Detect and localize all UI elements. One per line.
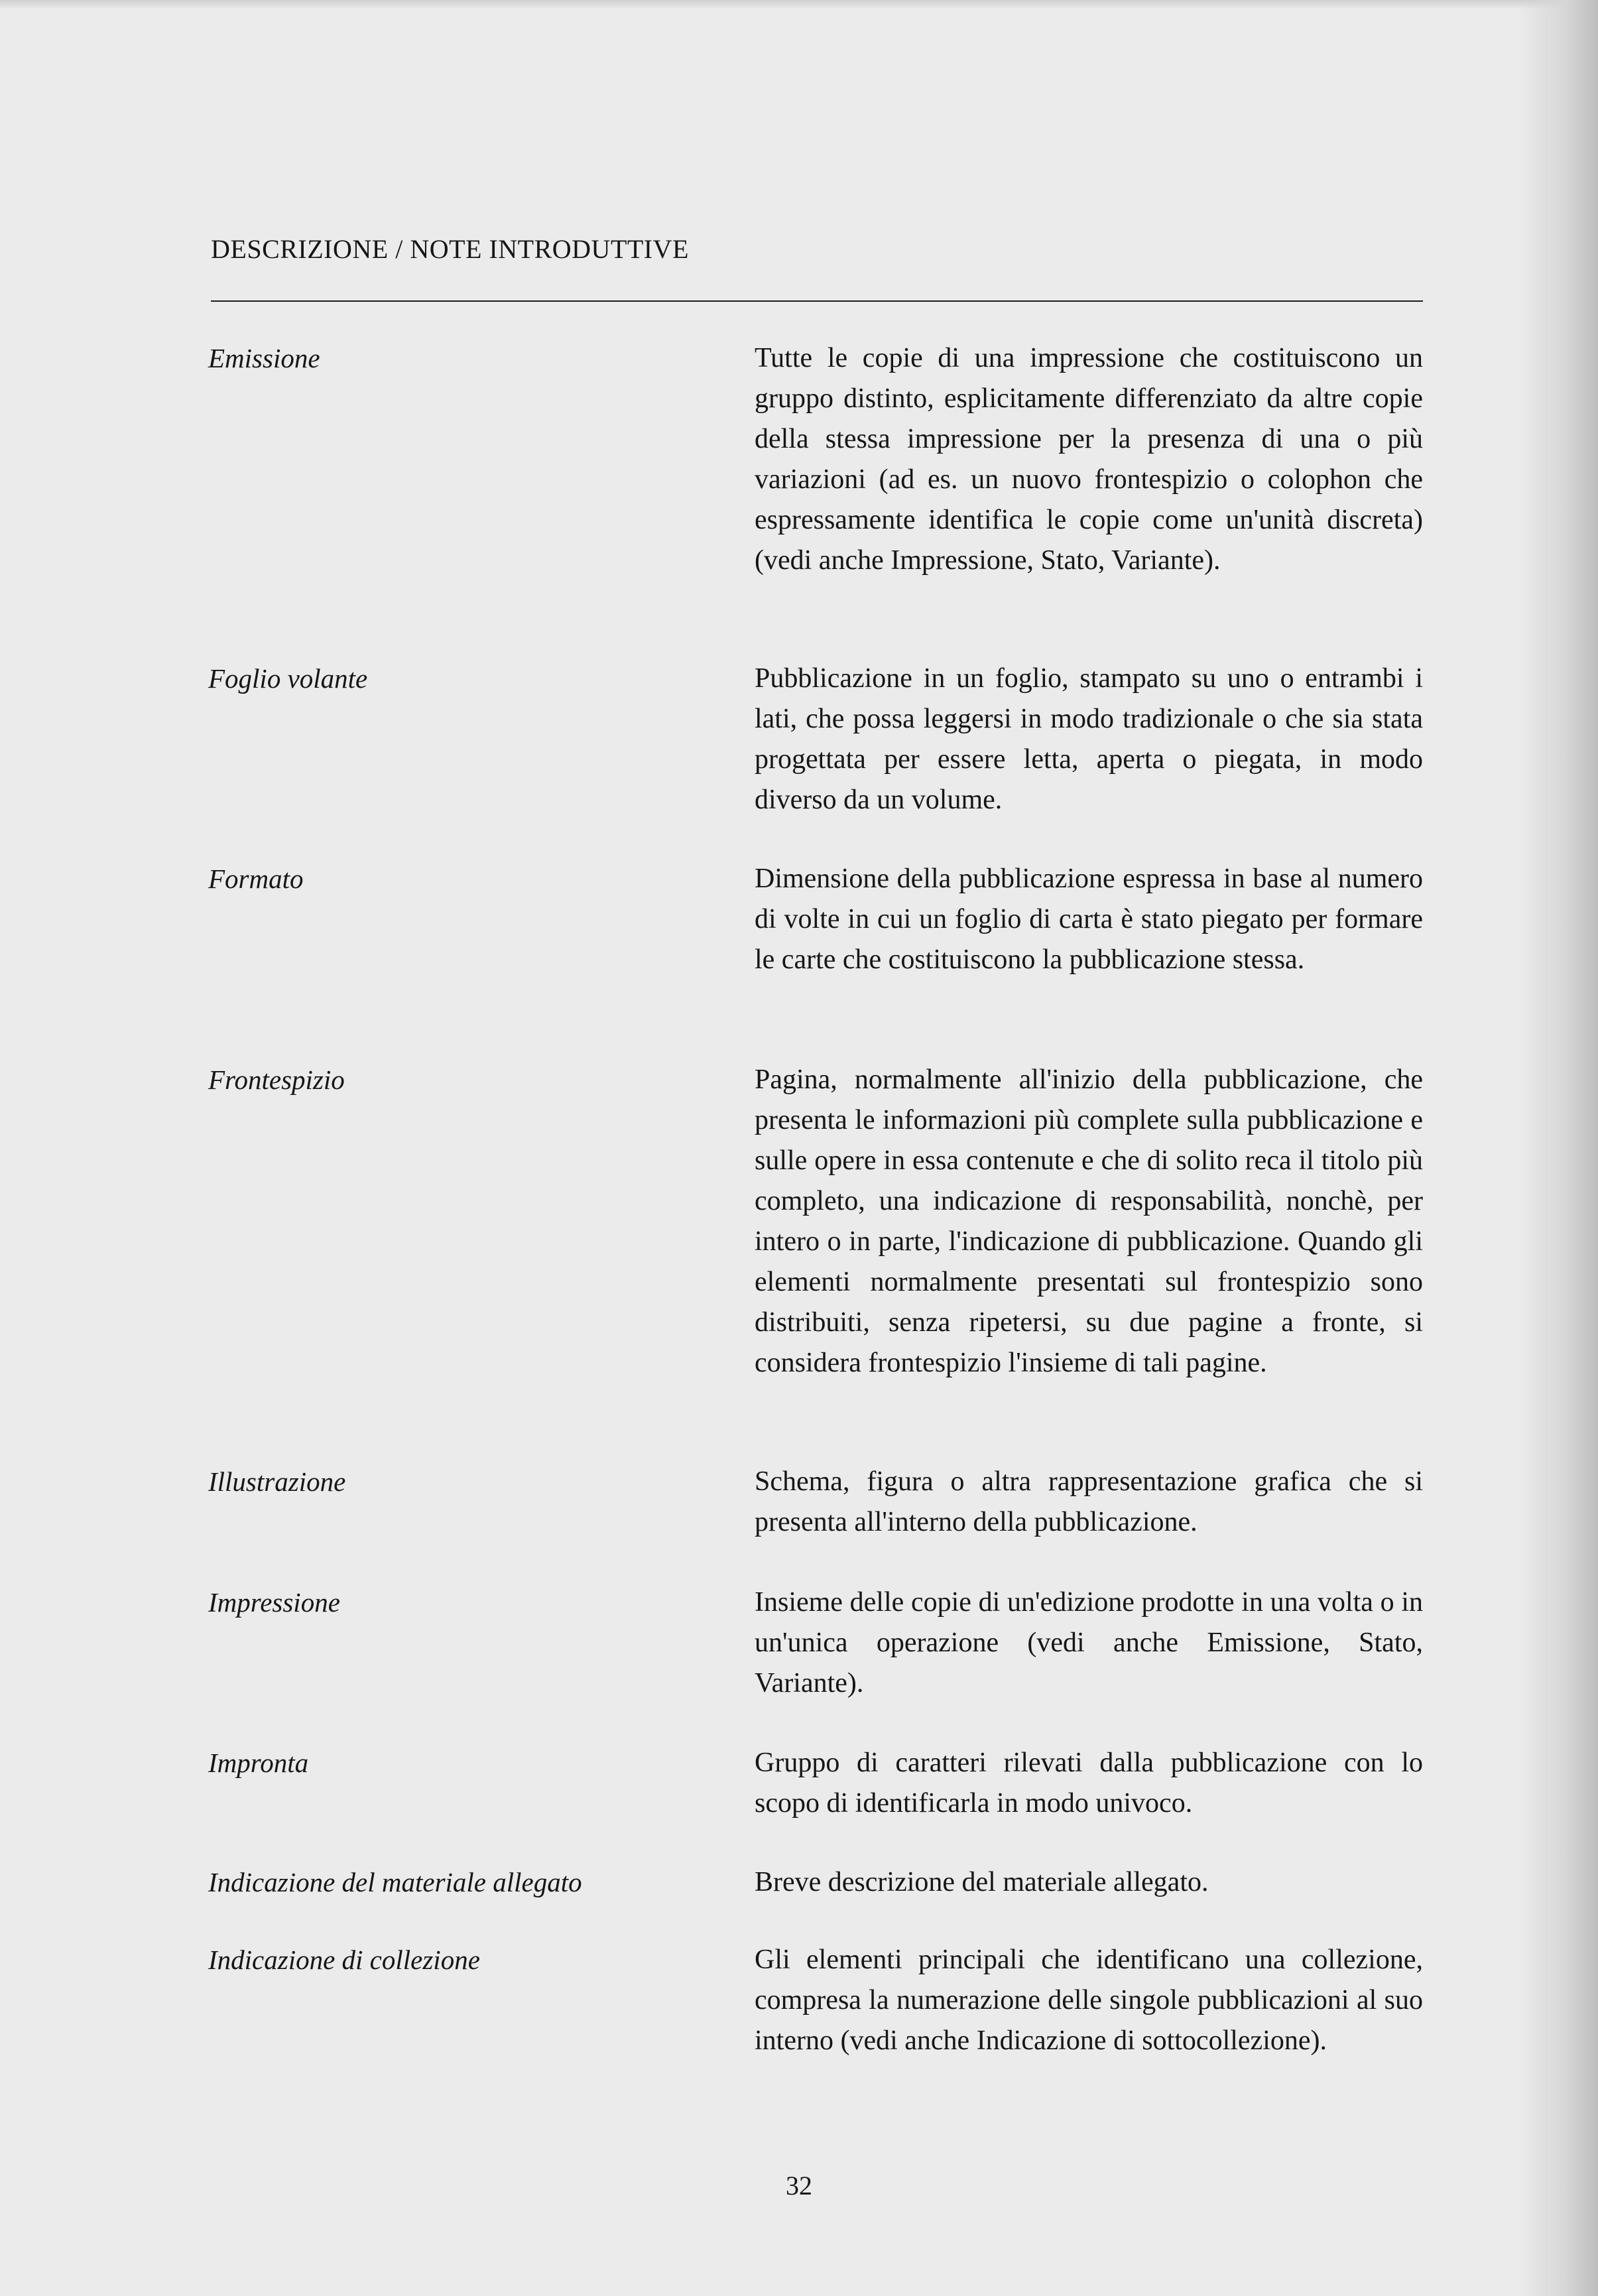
glossary-term: Frontespizio (208, 1064, 345, 1095)
glossary-term: Emissione (208, 343, 320, 373)
glossary-definition: Gli elementi principali che identificano una collezione, compresa la numerazione delle singole pubblicazioni al suo interno (vedi anche Indicazione di sottocollezione). (755, 1945, 1423, 2056)
glossary-term: Impronta (208, 1748, 309, 1778)
page-top-edge (0, 0, 1598, 9)
glossary-definition: Insieme delle copie di un'edizione prodotte in una volta o in un'unica operazione (vedi anche Emissione, Stato, Variante). (755, 1587, 1423, 1698)
glossary-definition: Gruppo di caratteri rilevati dalla pubblicazione con lo scopo di identificarla in modo univoco. (755, 1748, 1423, 1818)
glossary-term: Formato (208, 863, 304, 894)
page-binding-shadow (1518, 0, 1598, 2296)
glossary-definition: Dimensione della pubblicazione espressa in base al numero di volte in cui un foglio di carta è stato piegato per formare le carte che costituiscono la pubblicazione stessa. (755, 863, 1423, 975)
glossary-definition: Tutte le copie di una impressione che costituiscono un gruppo distinto, esplicitamente differenziato da altre copie della stessa impressione per la presenza di una o più variazioni (ad es. un nuovo frontespizio o colophon che espressamente identifica le copie come un'unità discreta) (vedi anche Impressione, Stato, Variante). (755, 343, 1423, 576)
glossary-definition: Pagina, normalmente all'inizio della pubblicazione, che presenta le informazioni più complete sulla pubblicazione e sulle opere in essa contenute e che di solito reca il titolo più completo, una indicazione di responsabilità, nonchè, per intero o in parte, l'indicazione di pubblicazione. Quando gli elementi normalmente presentati sul frontespizio sono distribuiti, senza ripetersi, su due pagine a fronte, si considera frontespizio l'insieme di tali pagine. (755, 1064, 1423, 1378)
glossary-term: Indicazione del materiale allegato (208, 1867, 582, 1897)
page-number: 32 (786, 2171, 812, 2200)
glossary-term: Illustrazione (208, 1466, 346, 1497)
header-divider (211, 300, 1423, 302)
glossary-definition: Schema, figura o altra rappresentazione grafica che si presenta all'interno della pubblicazione. (755, 1466, 1423, 1537)
section-header: DESCRIZIONE / NOTE INTRODUTTIVE (211, 234, 689, 264)
glossary-term: Foglio volante (208, 663, 368, 694)
glossary-definition: Pubblicazione in un foglio, stampato su uno o entrambi i lati, che possa leggersi in modo tradizionale o che sia stata progettata per essere letta, aperta o piegata, in modo diverso da un volume. (755, 663, 1423, 815)
glossary-definition: Breve descrizione del materiale allegato. (755, 1867, 1209, 1897)
glossary-term: Impressione (208, 1587, 340, 1618)
glossary-term: Indicazione di collezione (208, 1945, 480, 1975)
